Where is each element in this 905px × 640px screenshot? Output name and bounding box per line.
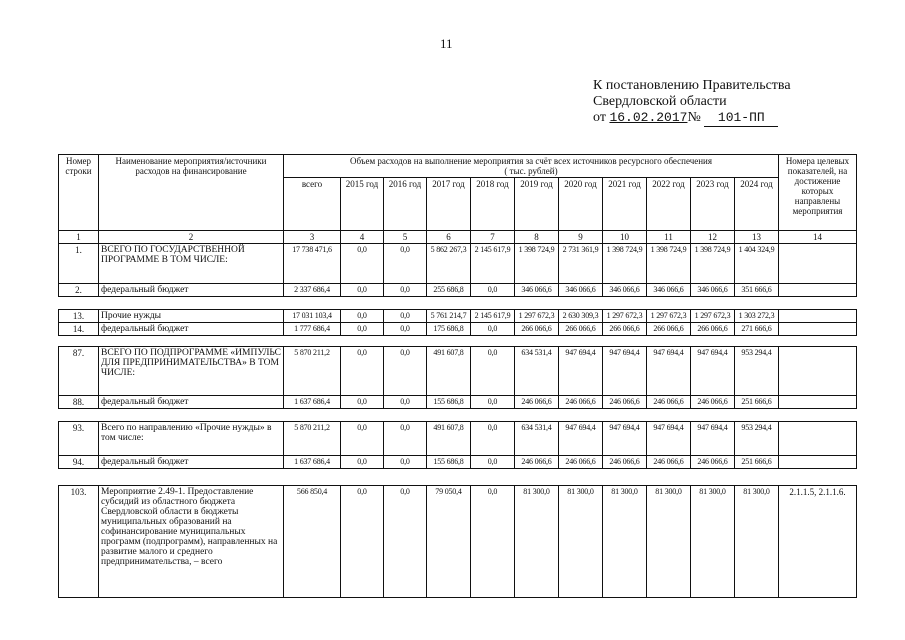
table-block-subprogram (58, 346, 857, 409)
value-cell: 0,0 (341, 456, 384, 469)
target-cell (779, 284, 857, 297)
value-cell: 5 870 211,2 (284, 422, 341, 456)
value-cell: 266 066,6 (559, 323, 603, 336)
col-number: 6 (427, 231, 471, 244)
value-cell: 0,0 (471, 284, 515, 297)
value-cell: 0,0 (471, 456, 515, 469)
value-cell: 0,0 (341, 422, 384, 456)
value-cell: 0,0 (384, 323, 427, 336)
value-cell: 2 731 361,9 (559, 244, 603, 284)
value-cell: 1 297 672,3 (647, 310, 691, 323)
header-units: ( тыс. рублей) (504, 166, 558, 176)
header-volume-title: Объем расходов на выполнение мероприятия за счёт всех источников ресурсного обеспечения (349, 156, 713, 166)
table-row (59, 310, 857, 323)
header-year: 2022 год (647, 178, 691, 231)
header-volume (284, 155, 779, 178)
value-cell: 947 694,4 (691, 422, 735, 456)
value-cell: 0,0 (471, 347, 515, 396)
col-number: 12 (691, 231, 735, 244)
value-cell: 2 337 686,4 (284, 284, 341, 297)
row-number-cell: 1. (59, 244, 99, 284)
value-cell: 246 066,6 (559, 396, 603, 409)
value-cell: 81 300,0 (691, 486, 735, 598)
col-number: 5 (384, 231, 427, 244)
row-number-cell: 14. (59, 323, 99, 336)
row-number-cell: 88. (59, 396, 99, 409)
row-number-cell: 13. (59, 310, 99, 323)
value-cell: 246 066,6 (647, 396, 691, 409)
value-cell: 947 694,4 (603, 347, 647, 396)
row-name-cell: Прочие нужды (99, 310, 284, 323)
value-cell: 346 066,6 (603, 284, 647, 297)
resolution-stamp (593, 78, 791, 127)
value-cell: 2 630 309,3 (559, 310, 603, 323)
row-number-cell: 93. (59, 422, 99, 456)
row-name-cell: федеральный бюджет (99, 323, 284, 336)
value-cell: 346 066,6 (515, 284, 559, 297)
value-cell: 81 300,0 (515, 486, 559, 598)
table-row (59, 422, 857, 456)
target-cell (779, 323, 857, 336)
row-name-cell: Мероприятие 2.49-1. Предоставление субсидий из областного бюджета Свердловской области в бюджеты муниципальных образований на софинансирование муниципальных программ (подпрограмм), направленных на развитие малого и среднего предпринимательства, – всего (99, 486, 284, 598)
value-cell: 266 066,6 (691, 323, 735, 336)
table-block-other-needs (58, 309, 857, 336)
table-row (59, 323, 857, 336)
value-cell: 0,0 (471, 323, 515, 336)
value-cell: 5 761 214,7 (427, 310, 471, 323)
value-cell: 0,0 (384, 244, 427, 284)
value-cell: 0,0 (341, 323, 384, 336)
col-number: 4 (341, 231, 384, 244)
header-year: 2020 год (559, 178, 603, 231)
value-cell: 246 066,6 (515, 396, 559, 409)
header-total: всего (284, 178, 341, 231)
target-cell (779, 422, 857, 456)
table-row (59, 244, 857, 284)
target-cell (779, 456, 857, 469)
value-cell: 953 294,4 (735, 422, 779, 456)
table-block-direction (58, 421, 857, 469)
value-cell: 1 297 672,3 (603, 310, 647, 323)
col-number: 14 (779, 231, 857, 244)
value-cell: 155 686,8 (427, 456, 471, 469)
value-cell: 566 850,4 (284, 486, 341, 598)
value-cell: 947 694,4 (691, 347, 735, 396)
value-cell: 5 870 211,2 (284, 347, 341, 396)
value-cell: 0,0 (471, 486, 515, 598)
value-cell: 81 300,0 (603, 486, 647, 598)
value-cell: 155 686,8 (427, 396, 471, 409)
value-cell: 346 066,6 (647, 284, 691, 297)
resolution-number: 101-ПП (717, 110, 765, 125)
target-cell: 2.1.1.5, 2.1.1.6. (779, 486, 857, 598)
target-cell (779, 244, 857, 284)
row-name-cell: ВСЕГО ПО ГОСУДАРСТВЕННОЙ ПРОГРАММЕ В ТОМ ЧИСЛЕ: (99, 244, 284, 284)
value-cell: 266 066,6 (515, 323, 559, 336)
header-year: 2017 год (427, 178, 471, 231)
header-name: Наименование мероприятия/источники расходов на финансирование (99, 155, 284, 231)
col-number: 11 (647, 231, 691, 244)
value-cell: 351 666,6 (735, 284, 779, 297)
value-cell: 0,0 (471, 422, 515, 456)
value-cell: 246 066,6 (647, 456, 691, 469)
value-cell: 0,0 (384, 310, 427, 323)
resolution-date-line (593, 110, 791, 127)
value-cell: 2 145 617,9 (471, 244, 515, 284)
header-row-number: Номер строки (59, 155, 99, 231)
value-cell: 634 531,4 (515, 347, 559, 396)
row-name-cell: ВСЕГО ПО ПОДПРОГРАММЕ «ИМПУЛЬС ДЛЯ ПРЕДПРИНИМАТЕЛЬСТВА» В ТОМ ЧИСЛЕ: (99, 347, 284, 396)
row-number-cell: 2. (59, 284, 99, 297)
col-number: 8 (515, 231, 559, 244)
value-cell: 634 531,4 (515, 422, 559, 456)
value-cell: 255 686,8 (427, 284, 471, 297)
row-number-cell: 103. (59, 486, 99, 598)
row-name-cell: федеральный бюджет (99, 284, 284, 297)
value-cell: 491 607,8 (427, 422, 471, 456)
value-cell: 1 297 672,3 (515, 310, 559, 323)
value-cell: 947 694,4 (603, 422, 647, 456)
table-row (59, 486, 857, 598)
value-cell: 947 694,4 (559, 347, 603, 396)
value-cell: 947 694,4 (647, 422, 691, 456)
page-number: 11 (440, 36, 453, 51)
value-cell: 0,0 (341, 486, 384, 598)
value-cell: 81 300,0 (647, 486, 691, 598)
value-cell: 1 398 724,9 (647, 244, 691, 284)
value-cell: 0,0 (384, 347, 427, 396)
header-year: 2021 год (603, 178, 647, 231)
resolution-line-1: К постановлению Правительства (593, 78, 791, 93)
target-cell (779, 347, 857, 396)
resolution-date: 16.02.2017 (609, 110, 688, 125)
value-cell: 5 862 267,3 (427, 244, 471, 284)
value-cell: 271 666,6 (735, 323, 779, 336)
value-cell: 346 066,6 (559, 284, 603, 297)
value-cell: 0,0 (384, 396, 427, 409)
value-cell: 1 398 724,9 (603, 244, 647, 284)
col-number: 2 (99, 231, 284, 244)
row-name-cell: федеральный бюджет (99, 396, 284, 409)
header-year: 2016 год (384, 178, 427, 231)
value-cell: 266 066,6 (603, 323, 647, 336)
value-cell: 1 398 724,9 (691, 244, 735, 284)
header-year: 2018 год (471, 178, 515, 231)
value-cell: 246 066,6 (691, 396, 735, 409)
value-cell: 79 050,4 (427, 486, 471, 598)
row-name-cell: федеральный бюджет (99, 456, 284, 469)
table-block-measure (58, 485, 857, 598)
value-cell: 17 738 471,6 (284, 244, 341, 284)
header-year: 2024 год (735, 178, 779, 231)
resolution-line-2: Свердловской области (593, 94, 727, 109)
value-cell: 947 694,4 (559, 422, 603, 456)
resolution-number-field (704, 110, 778, 127)
value-cell: 0,0 (341, 347, 384, 396)
col-number: 7 (471, 231, 515, 244)
value-cell: 0,0 (384, 422, 427, 456)
value-cell: 1 398 724,9 (515, 244, 559, 284)
row-name-cell: Всего по направлению «Прочие нужды» в том числе: (99, 422, 284, 456)
value-cell: 251 666,6 (735, 456, 779, 469)
value-cell: 0,0 (341, 284, 384, 297)
col-number: 10 (603, 231, 647, 244)
col-number: 9 (559, 231, 603, 244)
table-header (58, 154, 857, 297)
value-cell: 246 066,6 (559, 456, 603, 469)
value-cell: 491 607,8 (427, 347, 471, 396)
table-row (59, 347, 857, 396)
value-cell: 0,0 (341, 396, 384, 409)
value-cell: 346 066,6 (691, 284, 735, 297)
header-year: 2023 год (691, 178, 735, 231)
value-cell: 246 066,6 (603, 396, 647, 409)
value-cell: 246 066,6 (691, 456, 735, 469)
value-cell: 2 145 617,9 (471, 310, 515, 323)
value-cell: 947 694,4 (647, 347, 691, 396)
row-number-cell: 87. (59, 347, 99, 396)
value-cell: 953 294,4 (735, 347, 779, 396)
value-cell: 1 637 686,4 (284, 456, 341, 469)
col-number: 13 (735, 231, 779, 244)
target-cell (779, 310, 857, 323)
value-cell: 0,0 (384, 486, 427, 598)
value-cell: 175 686,8 (427, 323, 471, 336)
value-cell: 1 297 672,3 (691, 310, 735, 323)
date-prefix: от (593, 110, 606, 125)
table-row (59, 396, 857, 409)
value-cell: 81 300,0 (735, 486, 779, 598)
table-row (59, 456, 857, 469)
value-cell: 0,0 (341, 244, 384, 284)
table-row (59, 284, 857, 297)
header-targets: Номера целевых показателей, на достижение которых направлены мероприятия (779, 155, 857, 231)
target-cell (779, 396, 857, 409)
value-cell: 266 066,6 (647, 323, 691, 336)
value-cell: 246 066,6 (515, 456, 559, 469)
value-cell: 1 303 272,3 (735, 310, 779, 323)
col-number: 1 (59, 231, 99, 244)
number-sign: № (687, 110, 701, 125)
value-cell: 246 066,6 (603, 456, 647, 469)
row-number-cell: 94. (59, 456, 99, 469)
value-cell: 81 300,0 (559, 486, 603, 598)
col-number: 3 (284, 231, 341, 244)
header-year: 2015 год (341, 178, 384, 231)
value-cell: 1 637 686,4 (284, 396, 341, 409)
value-cell: 0,0 (384, 456, 427, 469)
value-cell: 0,0 (471, 396, 515, 409)
header-year: 2019 год (515, 178, 559, 231)
value-cell: 251 666,6 (735, 396, 779, 409)
value-cell: 0,0 (341, 310, 384, 323)
value-cell: 1 404 324,9 (735, 244, 779, 284)
value-cell: 1 777 686,4 (284, 323, 341, 336)
value-cell: 17 031 103,4 (284, 310, 341, 323)
value-cell: 0,0 (384, 284, 427, 297)
